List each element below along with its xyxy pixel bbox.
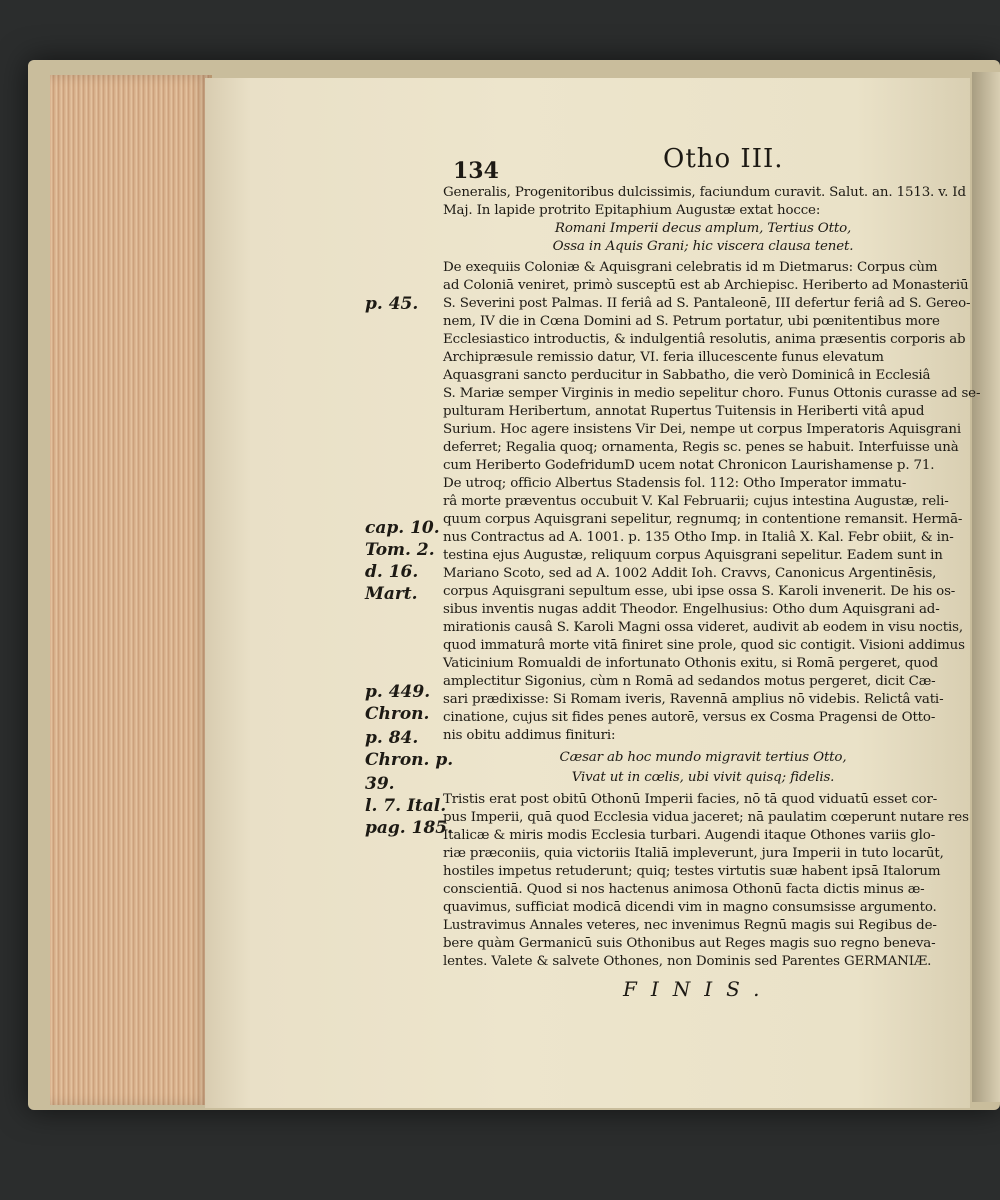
- text-line: Maj. In lapide protrito Epitaphium Augustæ extat hocce:: [443, 203, 821, 218]
- text-line: sari prædixisse: Si Romam iveris, Ravennā amplius nō videbis. Relictâ vati-: [443, 692, 944, 707]
- text-line: Lustravimus Annales veteres, nec invenimus Regnū magis sui Regibus de-: [443, 918, 937, 933]
- text-line: S. Mariæ semper Virginis in medio sepelitur choro. Funus Ottonis curasse ad se-: [443, 386, 981, 401]
- finis-label: FINIS.: [623, 977, 774, 1001]
- text-line: Ecclesiastico introductis, & indulgentiâ resolutis, anima præsentis corporis ab: [443, 332, 966, 347]
- text-line: Vaticinium Romualdi de infortunato Othonis exitu, si Romā pergeret, quod: [443, 656, 939, 671]
- text-line: quod immaturâ morte vitā finiret sine prole, quod sic contigit. Visioni addimus: [443, 638, 965, 653]
- text-line: conscientiā. Quod si nos hactenus animosa Othonū facta dictis minus æ-: [443, 882, 925, 897]
- text-line: nis obitu addimus finituri:: [443, 728, 616, 743]
- text-line: deferret; Regalia quoq; ornamenta, Regis sc. penes se habuit. Interfuisse unà: [443, 440, 959, 455]
- book-page: [205, 78, 981, 1108]
- text-line: De utroq; officio Albertus Stadensis fol. 112: Otho Imperator immatu-: [443, 476, 907, 491]
- margin-note: p. 84.: [365, 728, 419, 748]
- text-line: cinatione, cujus sit fides penes autorē, versus ex Cosma Pragensi de Otto-: [443, 710, 936, 725]
- text-line: testina ejus Augustæ, reliquum corpus Aquisgrani sepelitur. Eadem sunt in: [443, 548, 943, 563]
- text-line: râ morte præventus occubuit V. Kal Februarii; cujus intestina Augustæ, reli-: [443, 494, 949, 509]
- margin-note: Chron. p.: [365, 750, 454, 770]
- next-page-edge: [972, 72, 1000, 1102]
- running-head: [445, 144, 965, 184]
- text-line: Mariano Scoto, sed ad A. 1002 Addit Ioh. Cravvs, Canonicus Argentinēsis,: [443, 566, 937, 581]
- page-stack-edge: [50, 75, 212, 1105]
- verse-line: Romani Imperii decus amplum, Tertius Otto,: [554, 221, 852, 236]
- verse-line: Ossa in Aquis Grani; hic viscera clausa tenet.: [552, 239, 854, 254]
- page-number: 134: [453, 158, 499, 184]
- text-line: quum corpus Aquisgrani sepelitur, regnumq; in contentione remansit. Hermā-: [443, 512, 963, 527]
- running-title: Otho III.: [663, 144, 784, 174]
- text-line: Italicæ & miris modis Ecclesia turbari. Augendi itaque Othones variis glo-: [443, 828, 936, 843]
- text-line: S. Severini post Palmas. II feriâ ad S. Pantaleonē, III defertur feriâ ad S. Gereo-: [443, 296, 971, 311]
- margin-note: pag. 185.: [365, 818, 454, 838]
- margin-note: l. 7. Ital.: [365, 796, 447, 816]
- text-line: ad Coloniā veniret, primò susceptū est ab Archiepisc. Heriberto ad Monasteriū: [443, 278, 969, 293]
- margin-note: Chron.: [365, 704, 430, 724]
- text-line: riæ præconiis, quia victoriis Italiā impleverunt, jura Imperii in tuto locarūt,: [443, 846, 944, 861]
- margin-note: Tom. 2.: [365, 540, 435, 560]
- margin-note: d. 16.: [365, 562, 419, 582]
- text-line: nus Contractus ad A. 1001. p. 135 Otho Imp. in Italiâ X. Kal. Febr obiit, & in-: [443, 530, 954, 545]
- text-line: Generalis, Progenitoribus dulcissimis, faciundum curavit. Salut. an. 1513. v. Id: [443, 185, 966, 200]
- text-line: amplectitur Sigonius, cùm n Romā ad sedandos motus pergeret, dicit Cæ-: [443, 674, 936, 689]
- margin-note: 39.: [365, 774, 395, 794]
- text-line: pus Imperii, quā quod Ecclesia vidua jaceret; nā paulatim cœperunt nutare res: [443, 810, 969, 825]
- text-line: nem, IV die in Cœna Domini ad S. Petrum portatur, ubi pœnitentibus more: [443, 314, 940, 329]
- text-line: Archipræsule remissio datur, VI. feria illucescente funus elevatum: [443, 350, 884, 365]
- margin-note: cap. 10.: [365, 518, 440, 538]
- text-line: corpus Aquisgrani sepultum esse, ubi ipse ossa S. Karoli invenerit. De his os-: [443, 584, 956, 599]
- margin-note: p. 45.: [365, 294, 419, 314]
- margin-note: Mart.: [365, 584, 418, 604]
- text-line: Surium. Hoc agere insistens Vir Dei, nempe ut corpus Imperatoris Aquisgrani: [443, 422, 962, 437]
- text-line: quavimus, sufficiat modicā dicendi vim in magno consumsisse argumento.: [443, 900, 937, 915]
- text-line: lentes. Valete & salvete Othones, non Dominis sed Parentes GERMANIÆ.: [443, 954, 932, 969]
- margin-note: p. 449.: [365, 682, 431, 702]
- text-line: hostiles impetus retuderunt; quiq; testes virtutis suæ habent ipsā Italorum: [443, 864, 941, 879]
- text-line: cum Heriberto GodefridumD ucem notat Chronicon Laurishamense p. 71.: [443, 458, 935, 473]
- text-line: mirationis causâ S. Karoli Magni ossa videret, audivit ab eodem in visu noctis,: [443, 620, 963, 635]
- text-line: Aquasgrani sancto perducitur in Sabbatho, die verò Dominicâ in Ecclesiâ: [443, 368, 931, 383]
- verse-line: Cæsar ab hoc mundo migravit tertius Otto,: [559, 750, 847, 765]
- text-line: Tristis erat post obitū Othonū Imperii facies, nō tā quod viduatū esset cor-: [443, 792, 938, 807]
- text-line: sibus inventis nugas addit Theodor. Engelhusius: Otho dum Aquisgrani ad-: [443, 602, 940, 617]
- text-line: De exequiis Coloniæ & Aquisgrani celebratis id m Dietmarus: Corpus cùm: [443, 260, 938, 275]
- text-line: bere quàm Germanicū suis Othonibus aut Reges magis suo regno beneva-: [443, 936, 936, 951]
- text-line: pulturam Heribertum, annotat Rupertus Tuitensis in Heriberti vitâ apud: [443, 404, 925, 419]
- verse-line: Vivat ut in cœlis, ubi vivit quisq; fidelis.: [571, 770, 835, 785]
